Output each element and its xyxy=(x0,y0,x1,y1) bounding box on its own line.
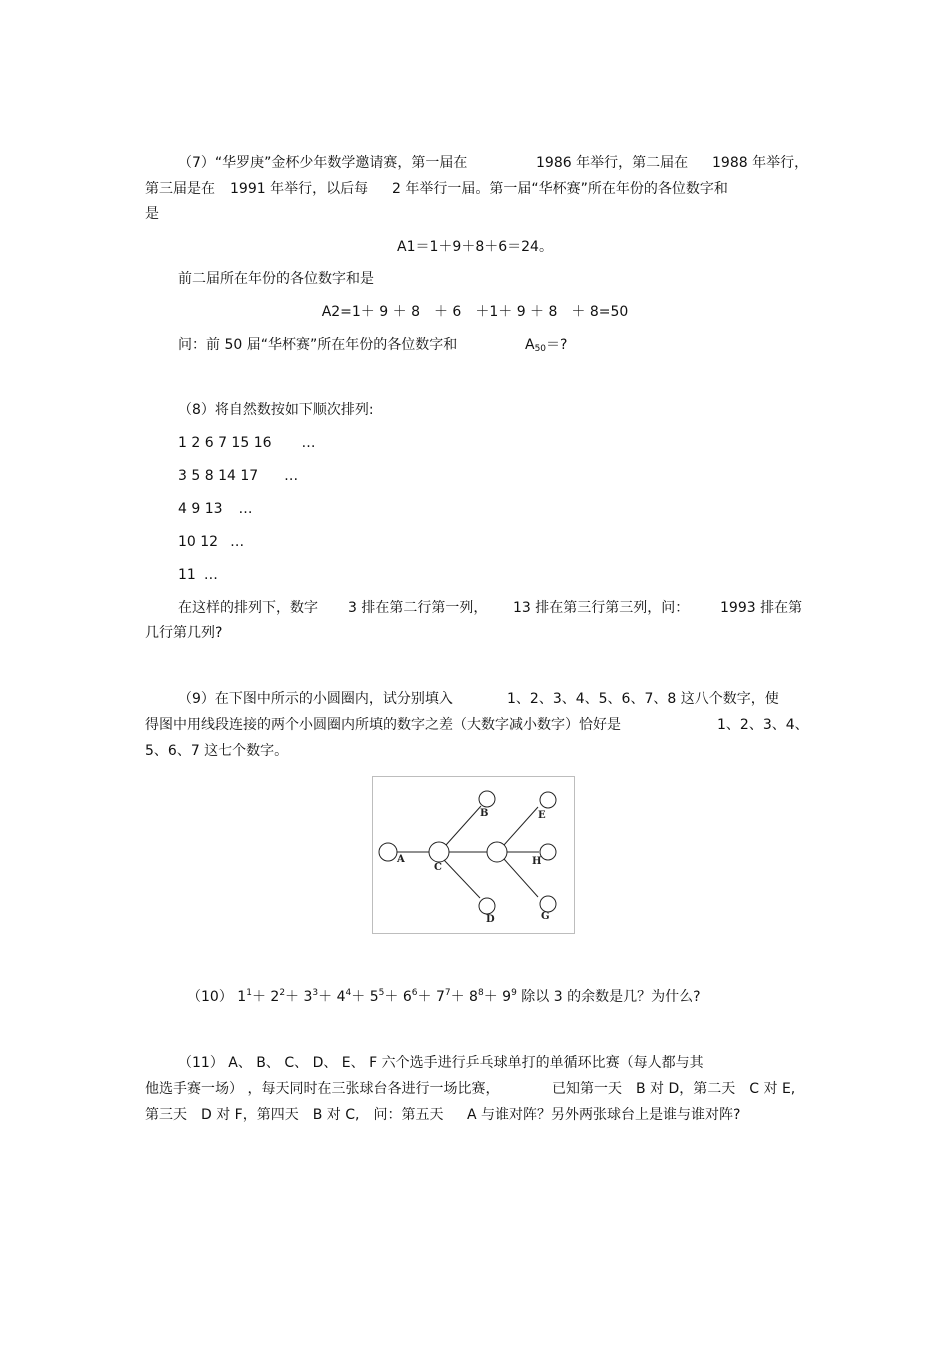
label-b: B xyxy=(480,808,489,819)
q8-question-c: 13 排在第三行第三列，问： xyxy=(513,600,690,616)
q8-row-2: 3 5 8 14 17 … xyxy=(178,468,299,484)
label-e: E xyxy=(538,810,546,821)
q8-question-d: 1993 排在第 xyxy=(720,600,803,616)
q11-line-c2: A 与谁对阵？另外两张球台上是谁与谁对阵? xyxy=(467,1107,741,1123)
q7-line2b: 1991 年举行，以后每 xyxy=(230,181,369,197)
q9-line-d: 1、2、3、4、 xyxy=(717,717,809,733)
q7-line4: 前二届所在年份的各位数字和是 xyxy=(178,271,374,287)
q7-line1: （7）“华罗庚”金杯少年数学邀请赛，第一届在 xyxy=(178,155,468,171)
q8-question-a: 在这样的排列下，数字 xyxy=(178,600,318,616)
q11-line-b2: 已知第一天 B 对 D，第二天 C 对 E, xyxy=(552,1081,796,1097)
q7-line1b: 1986 年举行，第二届在 xyxy=(536,155,689,171)
q7-line3: 是 xyxy=(145,206,159,222)
q7-line5: 问：前 50 届“华杯赛”所在年份的各位数字和 xyxy=(178,337,458,353)
label-g: G xyxy=(541,911,550,922)
label-h: H xyxy=(532,856,542,867)
q11-line-b1: 他选手赛一场） ，每天同时在三张球台各进行一场比赛， xyxy=(145,1081,500,1097)
q11-line-c1: 第三天 D 对 F，第四天 B 对 C, 问：第五天 xyxy=(145,1107,444,1123)
q10-line: （10） $1^1+ 2^2+ 3^3+ 4^4+ 5^5+ 6^6+ 7^7+ 8^8+ 9^9$ 除以 3 的余数是几？为什么? xyxy=(187,988,701,1005)
q9-line-a: （9）在下图中所示的小圆圈内，试分别填入 xyxy=(178,691,453,707)
q11-line-a: （11） A、 B、 C、 D、 E、 F 六个选手进行乒乓球单打的单循环比赛（每人都与其 xyxy=(178,1055,704,1071)
q8-question-b: 3 排在第二行第一列， xyxy=(348,600,488,616)
q9-line-e: 5、6、7 这七个数字。 xyxy=(145,743,289,759)
circle-diagram xyxy=(372,776,575,934)
label-c: C xyxy=(434,862,442,873)
q8-title: （8）将自然数按如下顺次排列: xyxy=(178,402,374,418)
q9-line-c: 得图中用线段连接的两个小圆圈内所填的数字之差（大数字减小数字）恰好是 xyxy=(145,717,621,733)
label-a: A xyxy=(397,854,405,865)
q8-row-3: 4 9 13 … xyxy=(178,501,253,517)
q8-row-1: 1 2 6 7 15 16 … xyxy=(178,435,316,451)
q8-row-4: 10 12 … xyxy=(178,534,245,550)
q7-line2c: 2 年举行一届。第一届“华杯赛”所在年份的各位数字和 xyxy=(392,181,728,197)
q7-line2: 第三届是在 xyxy=(145,181,215,197)
q7-formula2: A2=1＋ 9 ＋ 8 ＋ 6 ＋1＋ 9 ＋ 8 ＋ 8=50 xyxy=(321,304,629,320)
q10-expression: $1^1+ 2^2+ 3^3+ 4^4+ 5^5+ 6^6+ 7^7+ 8^8+ 9^9$ xyxy=(237,988,517,1005)
q8-row-5: 11 … xyxy=(178,567,218,583)
q7-formula1: A1＝1＋9＋8＋6＝24。 xyxy=(397,239,553,255)
q8-question-e: 几行第几列? xyxy=(145,625,223,641)
q7-line1c: 1988 年举行， xyxy=(712,155,809,171)
q7-a50: $A_{50}=$? xyxy=(525,337,568,354)
label-d: D xyxy=(486,914,495,925)
q9-line-b: 1、2、3、4、5、6、7、8 这八个数字，使 xyxy=(507,691,779,707)
